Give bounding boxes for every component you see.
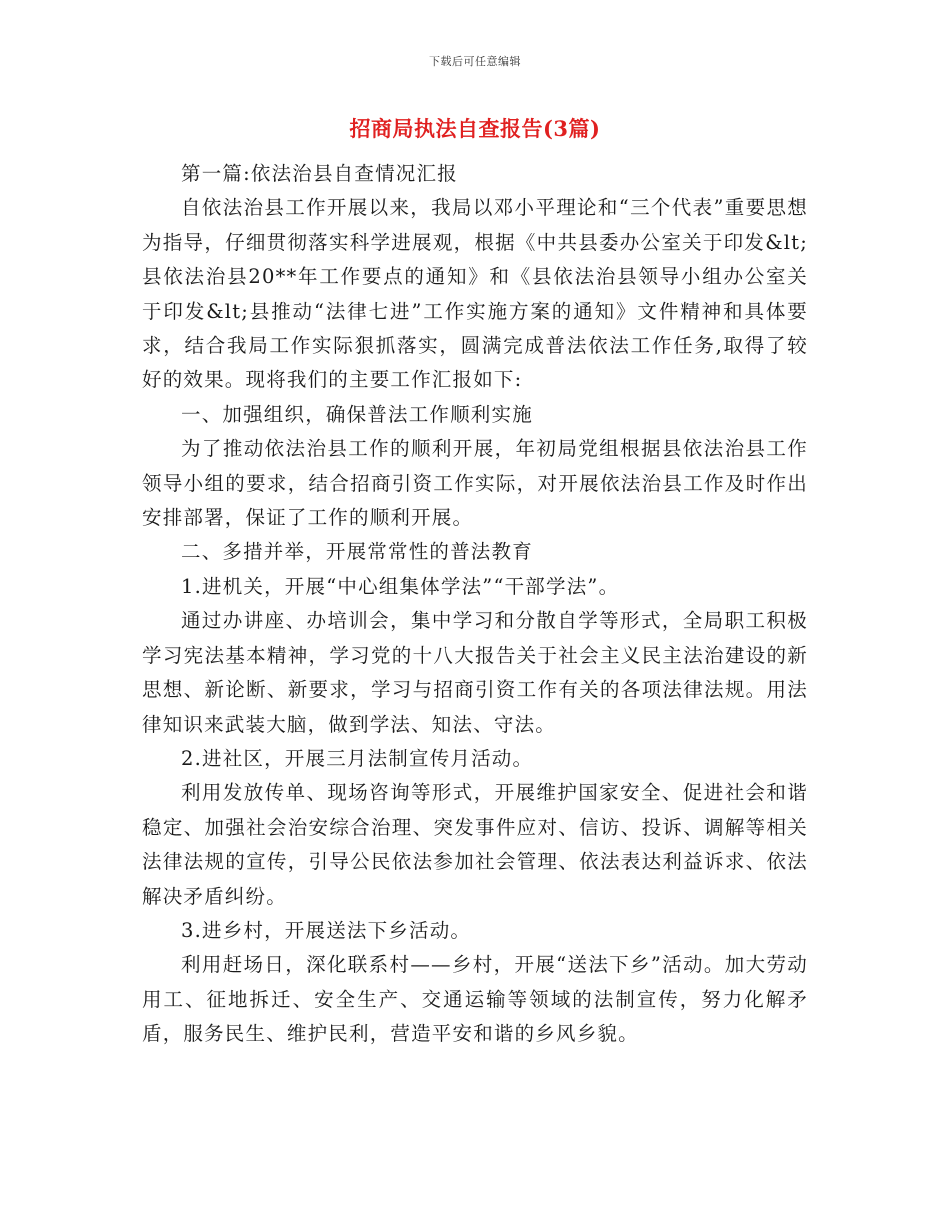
document-title: 招商局执法自查报告(3篇) (349, 116, 601, 141)
section-heading: 二、多措并举，开展常常性的普法教育 (181, 540, 533, 564)
section-heading: 一、加强组织，确保普法工作顺利实施 (181, 402, 533, 426)
document-body (142, 157, 808, 1052)
subsection-heading: 2.进社区，开展三月法制宣传月活动。 (181, 746, 534, 770)
header-note: 下载后可任意编辑 (429, 55, 521, 68)
paragraph: 通过办讲座、办培训会，集中学习和分散自学等形式，全局职工积极学习宪法基本精神，学习党的十八大报告关于社会主义民主法治建设的新思想、新论断、新要求，学习与招商引资工作有关的各项法律法规。用法律知识来武装大脑，做到学法、知法、守法。 (142, 609, 808, 736)
paragraph: 为了推动依法治县工作的顺利开展，年初局党组根据县依法治县工作领导小组的要求，结合招商引资工作实际，对开展依法治县工作及时作出安排部署，保证了工作的顺利开展。 (142, 437, 808, 530)
paragraph: 利用发放传单、现场咨询等形式，开展维护国家安全、促进社会和谐稳定、加强社会治安综合治理、突发事件应对、信访、投诉、调解等相关法律法规的宣传，引导公民依法参加社会管理、依法表达利益诉求、依法解决矛盾纠纷。 (142, 781, 808, 908)
paragraph: 利用赶场日，深化联系村——乡村，开展“送法下乡”活动。加大劳动用工、征地拆迁、安全生产、交通运输等领域的法制宣传，努力化解矛盾，服务民生、维护民利，营造平安和谐的乡风乡貌。 (142, 953, 808, 1046)
subsection-heading: 3.进乡村，开展送法下乡活动。 (181, 918, 472, 942)
section-heading: 第一篇:依法治县自查情况汇报 (181, 162, 458, 185)
subsection-heading: 1.进机关，开展“中心组集体学法”“干部学法”。 (181, 574, 620, 598)
paragraph: 自依法治县工作开展以来，我局以邓小平理论和“三个代表”重要思想为指导，仔细贯彻落实科学进展观，根据《中共县委办公室关于印发&lt;县依法治县20**年工作要点的通知》和《县依法治县领导小组办公室关于印发&lt;县推动“法律七进”工作实施方案的通知》文件精神和具体要求，结合我局工作实际狠抓落实，圆满完成普法依法工作任务,取得了较好的效果。现将我们的主要工作汇报如下: (142, 196, 808, 392)
